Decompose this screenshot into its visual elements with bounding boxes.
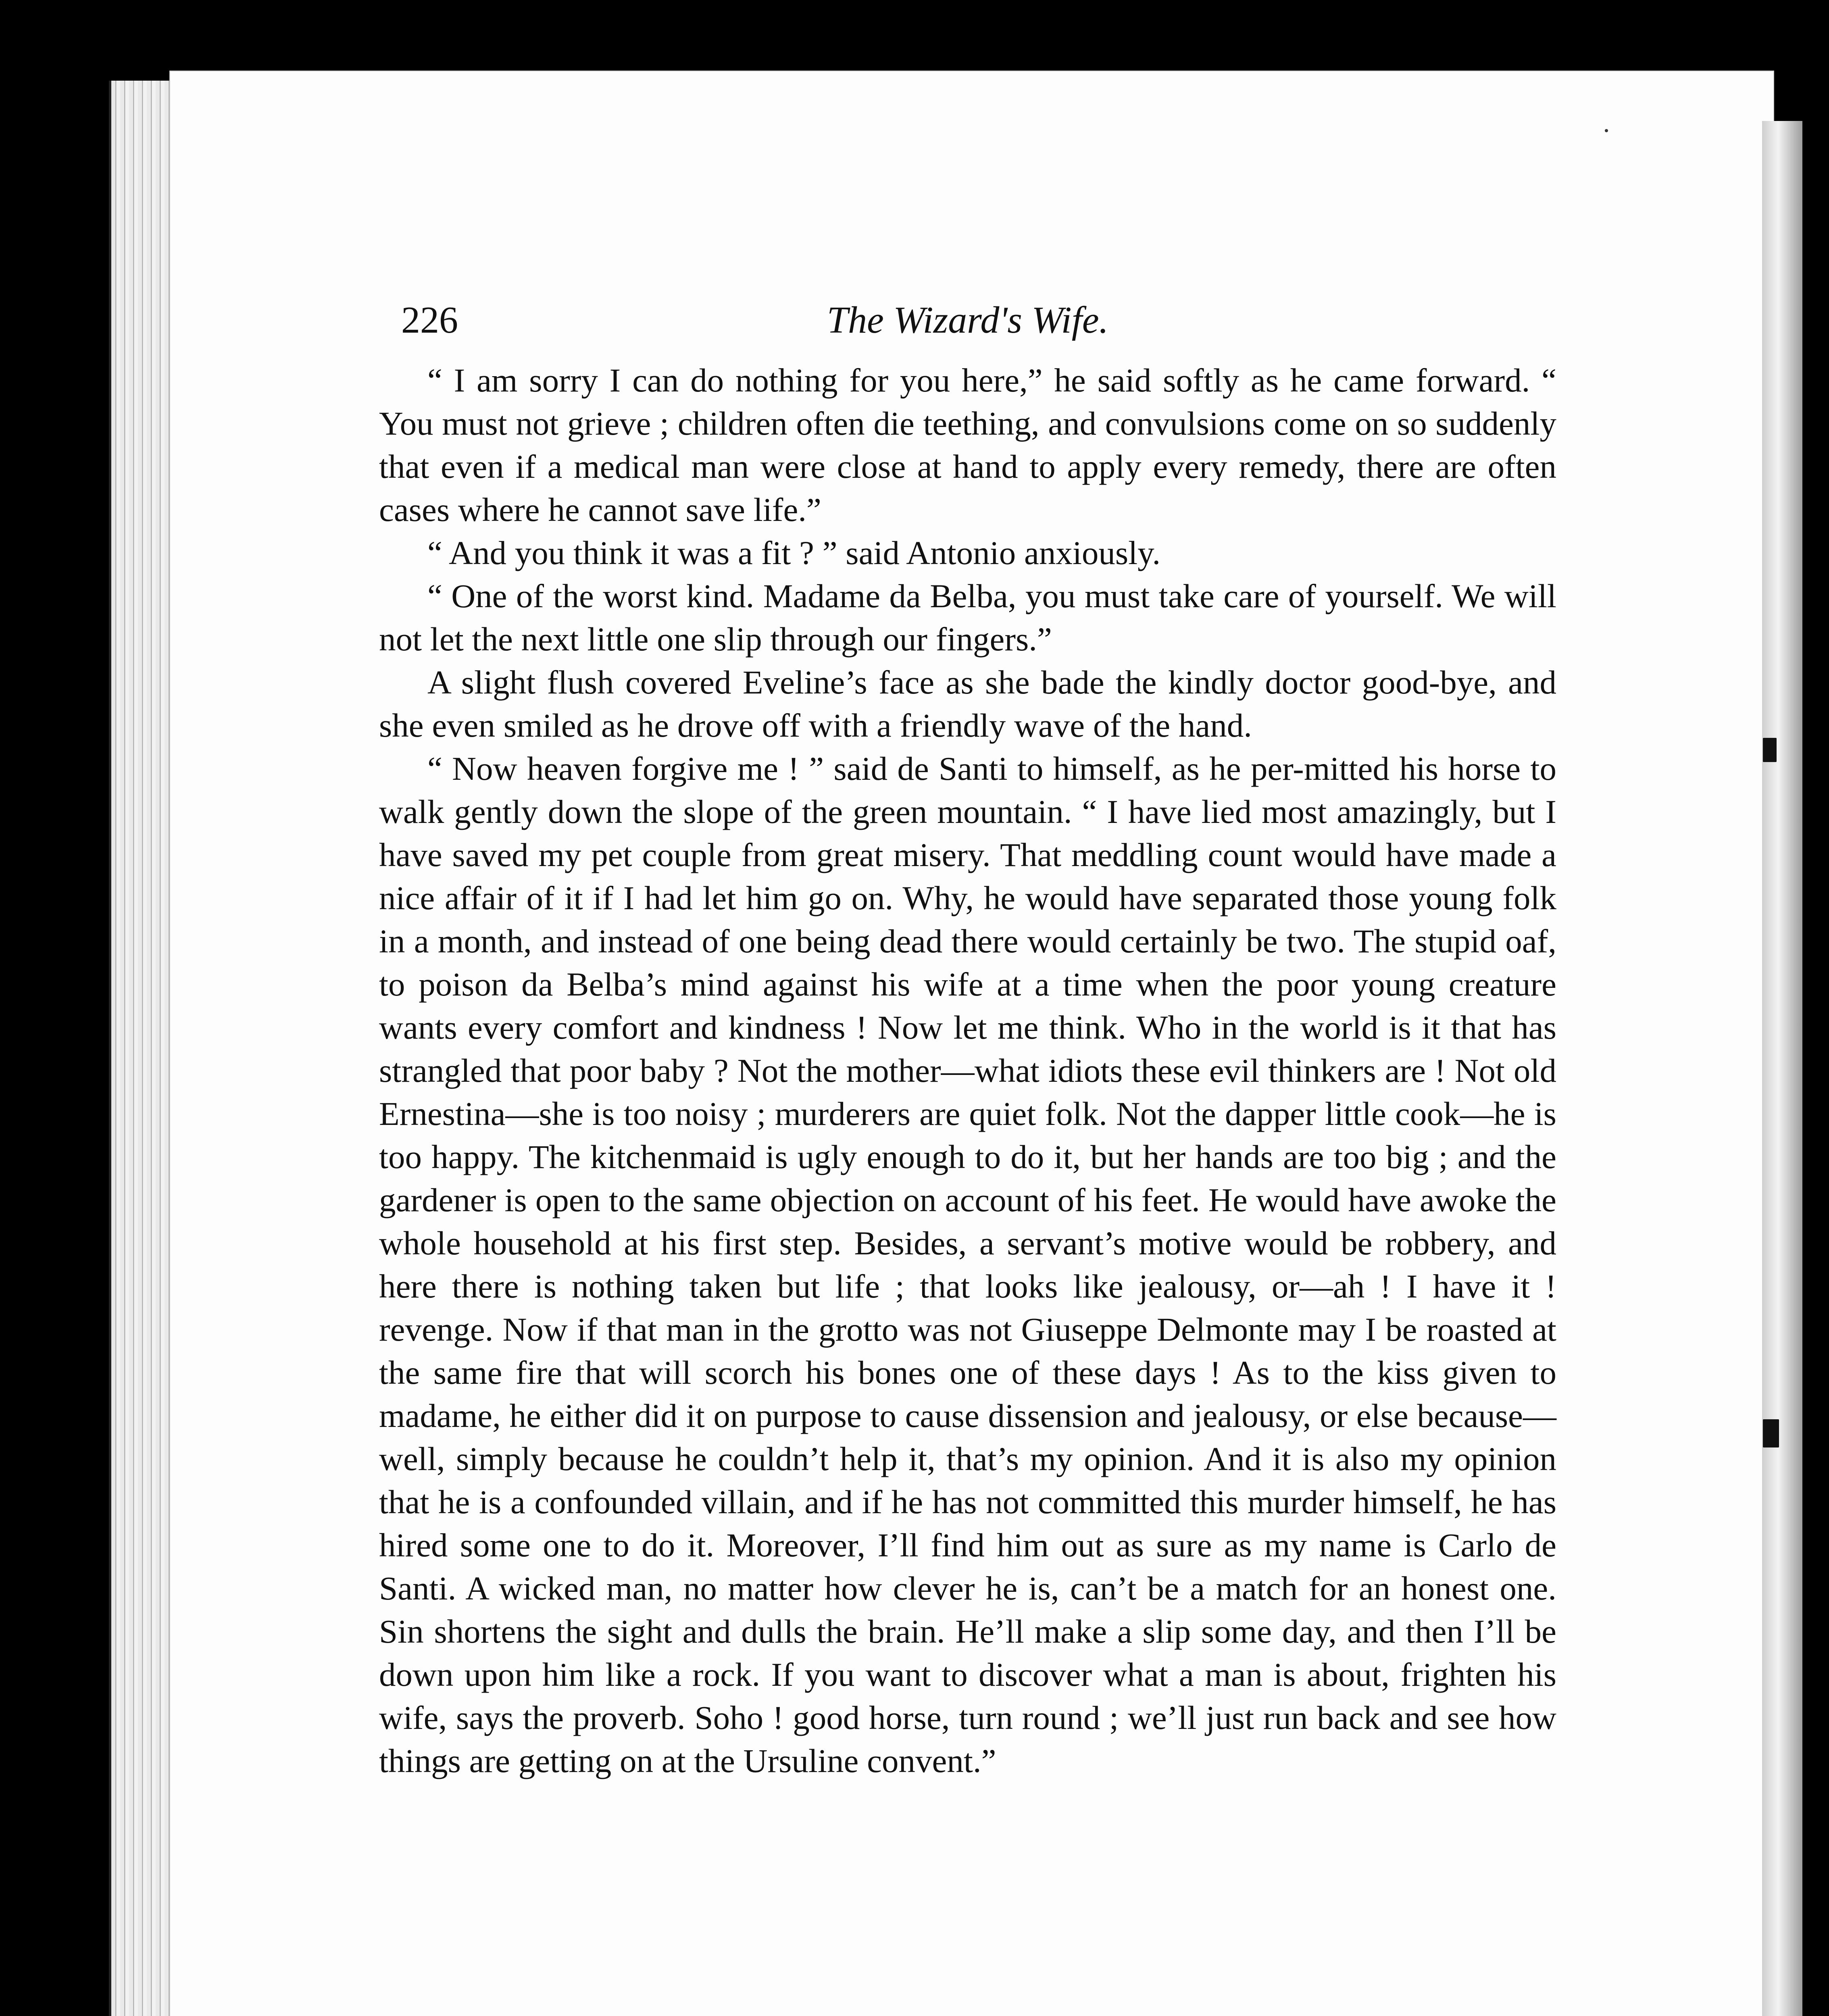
gutter-mark xyxy=(1763,1419,1779,1447)
running-head xyxy=(379,298,1556,359)
paragraph: “ Now heaven forgive me ! ” said de Santi to himself, as he per-mitted his horse to walk gently down the slope of the green mountain. “ I have lied most amazingly, but I have saved my pet couple from great misery. That meddling count would have made a nice affair of it if I had let him go on. Why, he would have separated those young folk in a month, and instead of one being dead there would certainly be two. The stupid oaf, to poison da Belba’s mind against his wife at a time when the poor young creature wants every comfort and kindness ! Now let me think. Who in the world is it that has strangled that poor baby ? Not the mother—what idiots these evil thinkers are ! Not old Ernestina—she is too noisy ; murderers are quiet folk. Not the dapper little cook—he is too happy. The kitchenmaid is ugly enough to do it, but her hands are too big ; and the gardener is open to the same objection on account of his feet. He would have awoke the whole household at his first step. Besides, a servant’s motive would be robbery, and here there is nothing taken but life ; that looks like jealousy, or—ah ! I have it ! revenge. Now if that man in the grotto was not Giuseppe Delmonte may I be roasted at the same fire that will scorch his bones one of these days ! As to the kiss given to madame, he either did it on purpose to cause dissension and jealousy, or else because—well, simply because he couldn’t help it, that’s my opinion. And it is also my opinion that he is a confounded villain, and if he has not committed this murder himself, he has hired some one to do it. Moreover, I’ll find him out as sure as my name is Carlo de Santi. A wicked man, no matter how clever he is, can’t be a match for an honest one. Sin shortens the sight and dulls the brain. He’ll make a slip some day, and then I’ll be down upon him like a rock. If you want to discover what a man is about, frighten his wife, says the proverb. Soho ! good horse, turn round ; we’ll just run back and see how things are getting on at the Ursuline convent.” xyxy=(379,750,1556,1779)
paragraph: “ I am sorry I can do nothing for you here,” he said softly as he came forward. “ You must not grieve ; children often die teething, and convulsions come on so suddenly that even if a medical man were close at hand to apply every remedy, there are often cases where he cannot save life.” xyxy=(379,362,1556,528)
print-speck xyxy=(1605,129,1608,132)
paragraph: A slight flush covered Eveline’s face as she bade the kindly doctor good-bye, and she even smiled as he drove off with a friendly wave of the hand. xyxy=(379,664,1556,744)
book-title: The Wizard's Wife. xyxy=(827,299,1109,341)
page-text-block xyxy=(379,298,1556,1783)
gutter-mark xyxy=(1763,738,1777,762)
paragraph: “ One of the worst kind. Madame da Belba, you must take care of yourself. We will not let the next little one slip through our fingers.” xyxy=(379,577,1556,658)
page-number: 226 xyxy=(401,299,458,341)
facing-page-gutter xyxy=(1762,121,1802,2016)
paragraph: “ And you think it was a fit ? ” said Antonio anxiously. xyxy=(427,534,1161,571)
